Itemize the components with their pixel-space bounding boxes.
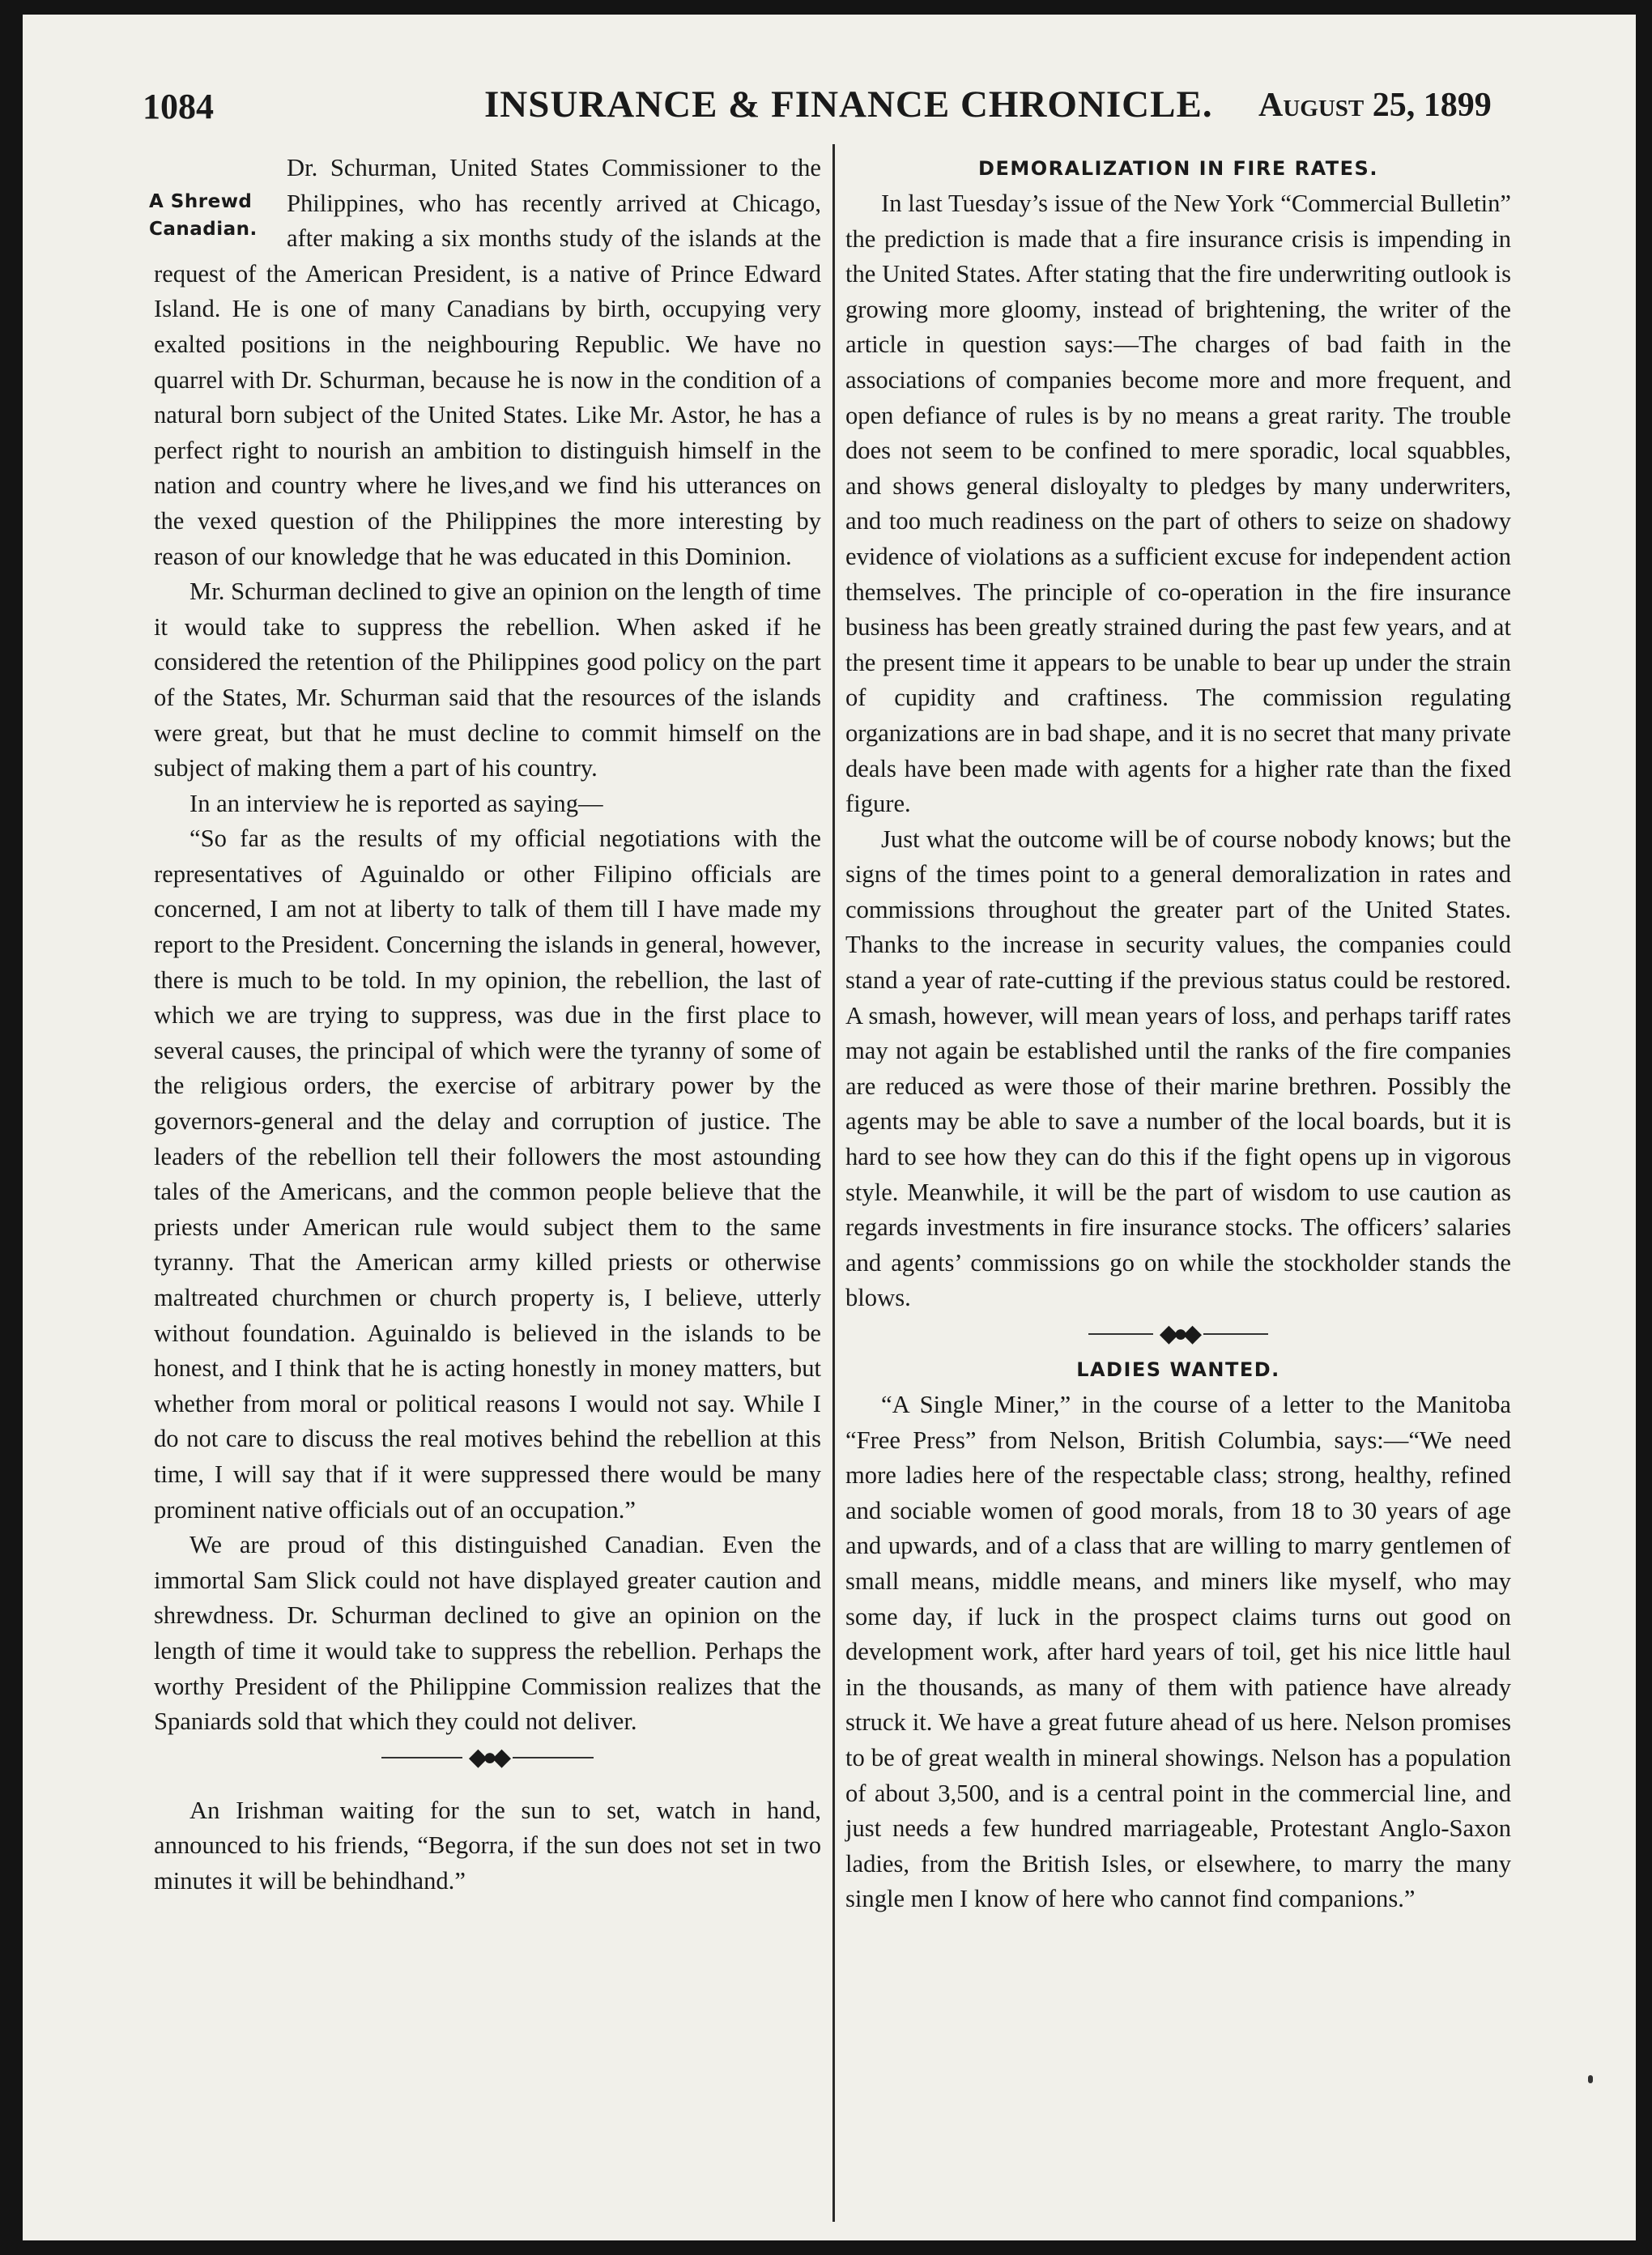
side-heading-line-2: Canadian. xyxy=(149,219,258,240)
margin-mark xyxy=(1588,2075,1593,2083)
divider-rule-right xyxy=(513,1757,594,1758)
divider-ornament-icon: ◆●◆ xyxy=(1159,1320,1198,1347)
newspaper-page xyxy=(23,15,1636,2240)
divider-rule-left xyxy=(1088,1333,1153,1335)
page-header xyxy=(23,15,1636,136)
side-heading-line-1: A Shrewd xyxy=(149,191,253,212)
section-divider xyxy=(154,1740,821,1775)
column-rule xyxy=(832,144,835,2222)
closing-paragraph: An Irishman waiting for the sun to set, watch in hand, announced to his friends, “Begorra, if the sun does not set in two minutes it will be behindhand.” xyxy=(154,1796,821,1895)
divider-ornament-icon: ◆●◆ xyxy=(468,1743,507,1771)
side-heading xyxy=(149,188,279,243)
section-title-fire-rates: DEMORALIZATION IN FIRE RATES. xyxy=(978,157,1378,180)
section-title-ladies-wanted: LADIES WANTED. xyxy=(1076,1358,1280,1381)
left-column xyxy=(149,151,821,1899)
article-paragraph-3: In an interview he is reported as saying— xyxy=(189,789,603,817)
fire-rates-paragraph-2: Just what the outcome will be of course nobody knows; but the signs of the times point to a general demoralization in rates and commissions throughout the greater part of the United States. Thanks to the increase in security values, the companies could stand a year of rate-cutting if the previous status could be restored. A smash, however, will mean years of loss, and perhaps tariff rates may not again be established until the ranks of the fire companies are reduced as were those of their marine brethren. Possibly the agents may be able to save a number of the local boards, but it is hard to see how they can do this if the fight opens up in vigorous style. Meanwhile, it will be the part of wisdom to use caution as regards investments in fire insurance stocks. The officers’ salaries and agents’ commissions go on while the stockholder stands the blows. xyxy=(845,825,1511,1312)
article-paragraph-5: We are proud of this distinguished Canadian. Even the immortal Sam Slick could not have displayed greater caution and shrewdness. Dr. Schurman declined to give an opinion on the length of time it would take to suppress the rebellion. Perhaps the worthy President of the Philippine Commission realizes that the Spaniards sold that which they could not deliver. xyxy=(154,1531,821,1736)
divider-rule-left xyxy=(381,1757,462,1758)
right-column xyxy=(845,151,1511,1917)
page-number: 1084 xyxy=(143,87,214,126)
article-paragraph-4: “So far as the results of my official negotiations with the representatives of Aguinaldo or other Filipino officials are concerned, I am not at liberty to talk of them till I have made my report to the President. Concerning the islands in general, however, there is much to be told. In my opinion, the rebellion, the last of which we are trying to suppress, was due in the first place to several causes, the principal of which were the tyranny of some of the religious orders, the exercise of arbitrary power by the governors-general and the delay and corruption of justice. The leaders of the rebellion tell their followers the most astounding tales of the Americans, and the common people believe that the priests under American rule would subject them to the same tyranny. That the American army killed priests or otherwise maltreated churchmen or church property is, I believe, utterly without foundation. Aguinaldo is believed in the islands to be honest, and I think that he is acting honestly in money matters, but whether from moral or political reasons I would not say. While I do not care to discuss the real motives behind the rebellion at this time, I will say that if it were suppressed there would be many prominent native officials out of an occupation.” xyxy=(154,825,821,1524)
issue-date: August 25, 1899 xyxy=(1258,87,1492,124)
section-divider-right xyxy=(845,1316,1511,1352)
ladies-wanted-paragraph: “A Single Miner,” in the course of a letter to the Manitoba “Free Press” from Nelson, British Columbia, says:—“We need more ladies here of the respectable class; strong, healthy, refined and sociable women of good morals, from 18 to 30 years of age and upwards, and of a class that are willing to marry gentlemen of small means, middle means, and miners like myself, who may some day, if luck in the prospect claims turns out good on development work, after hard years of toil, get his nice little haul in the thousands, as many of them with patience have already struck it. We have a great future ahead of us here. Nelson promises to be of great wealth in mineral showings. Nelson has a population of about 3,500, and is a central point in the commercial line, and just needs a few hundred marriageable, Protestant Anglo-Saxon ladies, from the British Isles, or elsewhere, to marry the many single men I know of here who cannot find companions.” xyxy=(845,1391,1511,1913)
divider-rule-right xyxy=(1203,1333,1268,1335)
fire-rates-paragraph-1: In last Tuesday’s issue of the New York “Commercial Bulletin” the prediction is made that a fire insurance crisis is impending in the United States. After stating that the fire underwriting outlook is growing more gloomy, instead of brightening, the writer of the article in question says:—The charges of bad faith in the associations of companies become more and more frequent, and open defiance of rules is by no means a great rarity. The trouble does not seem to be confined to mere sporadic, local squabbles, and shows general disloyalty to pledges by many underwriters, and too much readiness on the part of others to seize on shadowy evidence of violations as a sufficient excuse for independent action themselves. The principle of co-operation in the fire insurance business has been greatly strained during the past few years, and at the present time it appears to be unable to bear up under the strain of cupidity and craftiness. The commission regulating organizations are in bad shape, and it is no secret that many private deals have been made with agents for a higher rate than the fixed figure. xyxy=(845,190,1511,818)
spacer xyxy=(154,1775,821,1793)
publication-title: INSURANCE & FINANCE CHRONICLE. xyxy=(484,83,1213,126)
article-paragraph-1: Dr. Schurman, United States Commissioner to the Philippines, who has recently arrived at Chicago, after making a six months study of the islands at the request of the American President, is a native of Prince Edward Island. He is one of many Canadians by birth, occupying very exalted positions in the neighbouring Republic. We have no quarrel with Dr. Schurman, because he is now in the condition of a natural born subject of the United States. Like Mr. Astor, he has a perfect right to nourish an ambition to distinguish himself in the nation and country where he lives,and we find his utterances on the vexed question of the Philippines the more interesting by reason of our knowledge that he was educated in this Dominion. xyxy=(154,154,821,570)
article-paragraph-2: Mr. Schurman declined to give an opinion on the length of time it would take to suppress the rebellion. When asked if he considered the retention of the Philippines good policy on the part of the States, Mr. Schurman said that the resources of the islands were great, but that he must decline to commit himself on the subject of making them a part of his country. xyxy=(154,578,821,782)
